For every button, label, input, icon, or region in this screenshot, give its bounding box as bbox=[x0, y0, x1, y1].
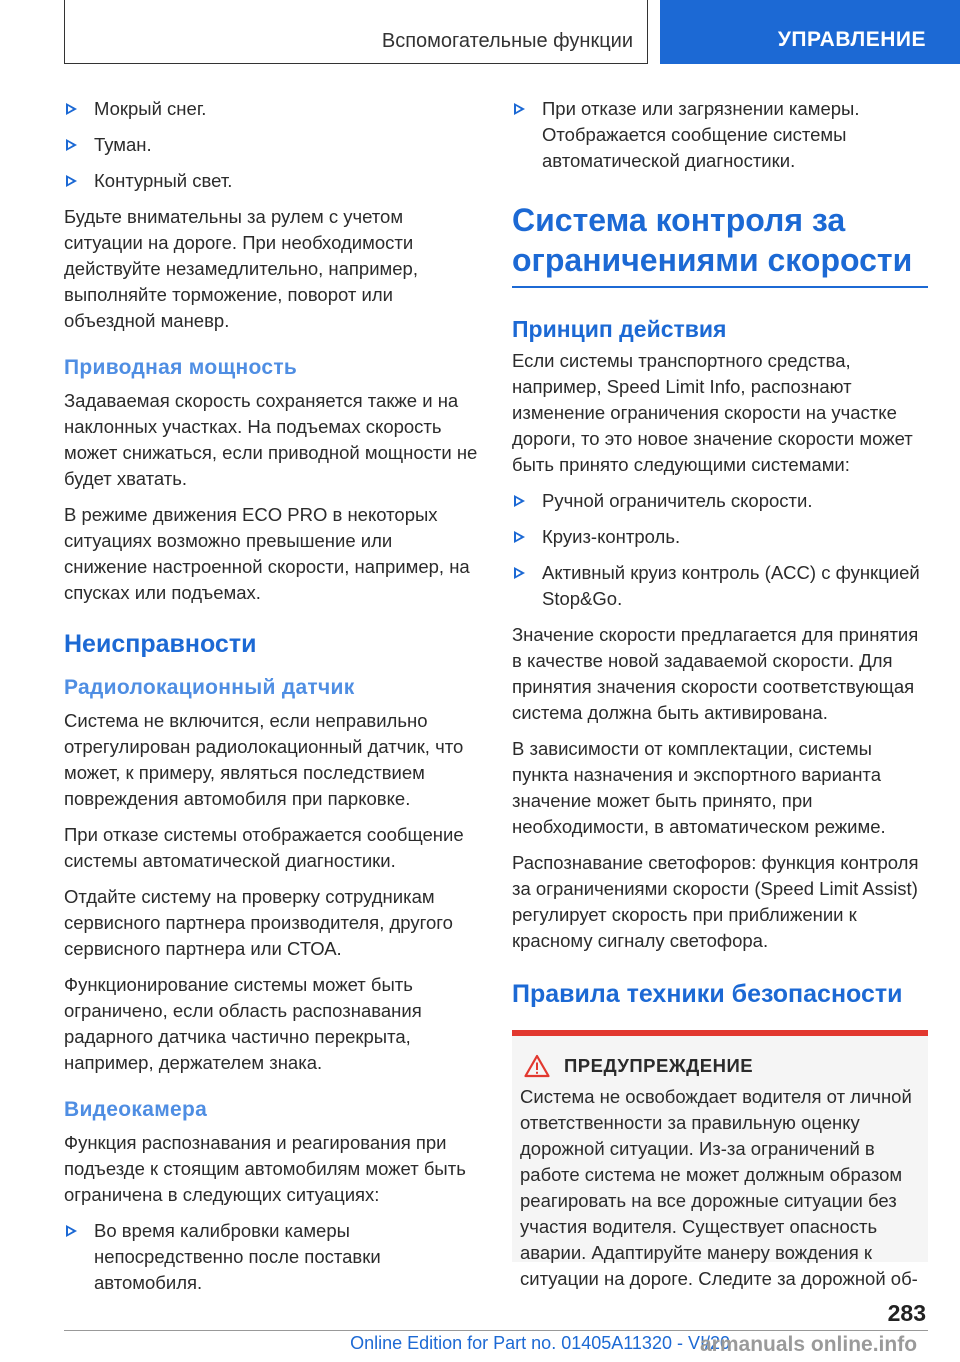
list-item bbox=[64, 168, 478, 194]
list-item-text: Мокрый снег. bbox=[94, 98, 207, 119]
list-item bbox=[512, 488, 928, 514]
heading-power: Приводная мощность bbox=[64, 356, 298, 379]
paragraph-radar-2: При отказе системы отображается сообщение системы автоматической диагностики. bbox=[64, 824, 464, 871]
bullet-triangle-icon bbox=[514, 495, 525, 507]
bullet-triangle-icon bbox=[66, 1225, 77, 1237]
list-item-text: Активный круиз контроль (ACC) с функцией Stop&Go. bbox=[542, 562, 920, 609]
bullet-triangle-icon bbox=[514, 531, 525, 543]
left-column bbox=[64, 96, 478, 1306]
paragraph-radar-4: Функционирование системы может быть ограничено, если область распознавания радарного датчика частично перекрыта, например, держателем знака. bbox=[64, 974, 422, 1073]
paragraph-traffic-lights: Распознавание светофоров: функция контроля за ограничениями скорости (Speed Limit Assist) регулирует скорость при приближении к красному сигналу светофора. bbox=[512, 852, 919, 951]
header-section-box bbox=[64, 0, 648, 64]
page-number: 283 bbox=[887, 1300, 926, 1326]
list-item bbox=[64, 1218, 478, 1296]
right-column bbox=[512, 96, 928, 1289]
paragraph-value: Значение скорости предлагается для принятия в качестве новой задаваемой скорости. Для принятия значения скорости соответствующая система должна быть активирована. bbox=[512, 624, 919, 723]
warning-box bbox=[512, 1030, 928, 1289]
warning-title: ПРЕДУПРЕЖДЕНИЕ bbox=[564, 1055, 754, 1076]
watermark: armanuals online.info bbox=[700, 1333, 918, 1356]
paragraph-caution: Будьте внимательны за рулем с учетом ситуации на дороге. При необходимости действуйте незамедлительно, например, выполняйте торможение, поворот или объездной маневр. bbox=[64, 206, 418, 331]
paragraph-radar-3: Отдайте систему на проверку сотрудникам сервисного партнера производителя, другого сервисного партнера или СТОА. bbox=[64, 886, 453, 959]
bullet-triangle-icon bbox=[66, 103, 77, 115]
heading-speed-limit-system: Система контроля за ограничениями скорости bbox=[512, 200, 928, 288]
paragraph-equipment: В зависимости от комплектации, системы пункта назначения и экспортного варианта значение может быть принято, при необходимости, в автоматическом режиме. bbox=[512, 738, 886, 837]
footer-edition: Online Edition for Part no. 01405A11320 - VI/20 bbox=[350, 1333, 730, 1353]
list-item-text: Туман. bbox=[94, 134, 152, 155]
paragraph-principle: Если системы транспортного средства, например, Speed Limit Info, распознают изменение ограничения скорости на участке дороги, то это новое значение скорости может быть принято следующими системами: bbox=[512, 350, 913, 475]
bullet-triangle-icon bbox=[66, 139, 77, 151]
heading-radar: Радиолокационный датчик bbox=[64, 676, 355, 699]
heading-camera: Видеокамера bbox=[64, 1098, 208, 1121]
bullet-triangle-icon bbox=[66, 175, 77, 187]
paragraph-radar-1: Система не включится, если неправильно отрегулирован радиолокационный датчик, что может, к примеру, являться последствием повреждения автомобиля при парковке. bbox=[64, 710, 464, 809]
heading-principle: Принцип действия bbox=[512, 316, 727, 342]
list-item bbox=[512, 560, 928, 612]
paragraph-camera: Функция распознавания и реагирования при подъезде к стоящим автомобилям может быть ограничена в следующих ситуациях: bbox=[64, 1132, 466, 1205]
bullet-triangle-icon bbox=[514, 103, 525, 115]
heading-safety: Правила техники безопасности bbox=[512, 980, 903, 1008]
list-item bbox=[64, 96, 478, 122]
warning-text: Система не освобождает водителя от личной ответственности за правильную оценку дорожной ситуации. Из-за ограничений в работе система не может должным образом реагировать на все дорожные ситуации без участия водителя. Существует опасность аварии. Адаптируйте манеру вождения к ситуации на дороге. Следите за дорожной об- bbox=[520, 1086, 918, 1289]
list-item-text: Контурный свет. bbox=[94, 170, 233, 191]
paragraph-power-2: В режиме движения ECO PRO в некоторых ситуациях возможно превышение или снижение настроенной скорости, например, на спусках или подъемах. bbox=[64, 504, 470, 603]
list-item bbox=[512, 96, 928, 174]
bullet-triangle-icon bbox=[514, 567, 525, 579]
list-item bbox=[64, 132, 478, 158]
paragraph-power-1: Задаваемая скорость сохраняется также и на наклонных участках. На подъемах скорость может снижаться, если приводной мощности не будет хватать. bbox=[64, 390, 478, 489]
heading-faults: Неисправности bbox=[64, 630, 257, 658]
footer-divider bbox=[64, 1330, 928, 1331]
list-item-text: Ручной ограничитель скорости. bbox=[542, 490, 813, 511]
header-chapter-tab: УПРАВЛЕНИЕ bbox=[660, 0, 960, 64]
warning-triangle-icon bbox=[524, 1054, 550, 1078]
header-section-title: Вспомогательные функции bbox=[381, 30, 633, 52]
list-item-text: Во время калибровки камеры непосредственно после поставки автомобиля. bbox=[94, 1220, 381, 1293]
list-item-text: При отказе или загрязнении камеры. Отображается сообщение системы автоматической диагностики. bbox=[542, 98, 860, 171]
list-item-text: Круиз-контроль. bbox=[542, 526, 681, 547]
list-item bbox=[512, 524, 928, 550]
warning-header bbox=[520, 1054, 920, 1078]
